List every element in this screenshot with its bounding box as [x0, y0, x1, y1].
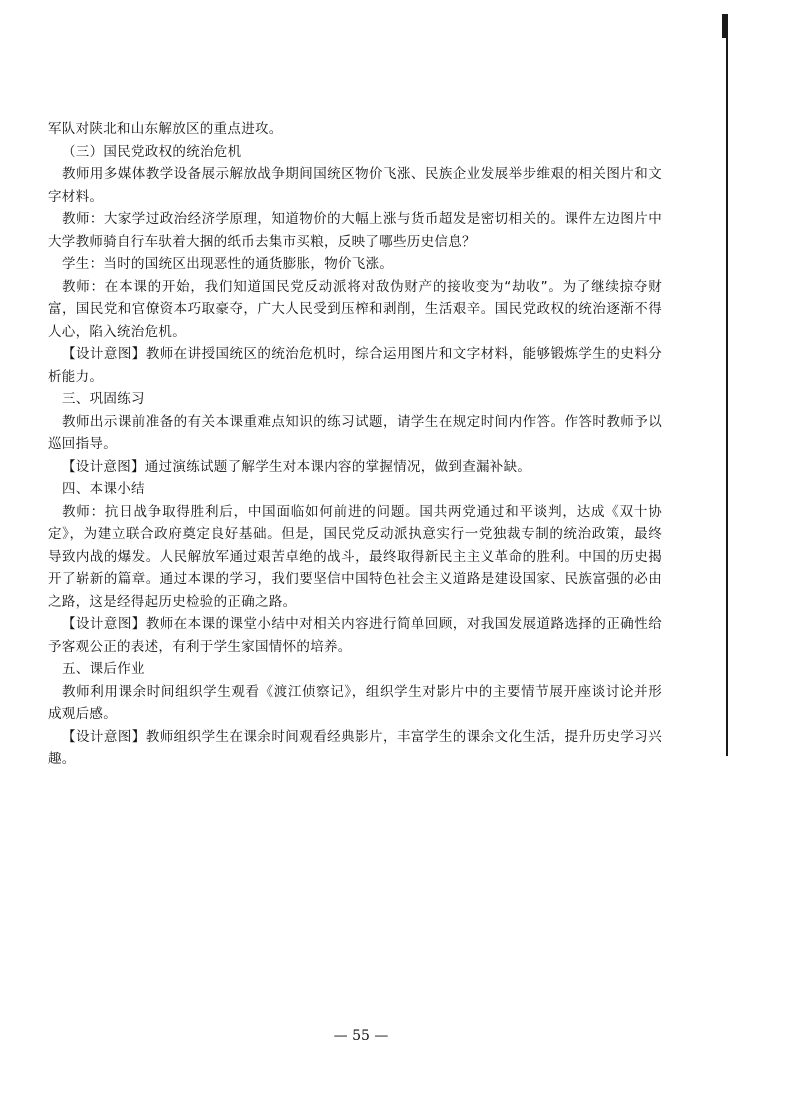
subsection-heading-crisis: （三）国民党政权的统治危机	[62, 143, 242, 160]
paragraph-homework: 教师利用课余时间组织学生观看《渡江侦察记》，组织学生对影片中的主要情节展开座谈讨论并形成观后感。	[48, 683, 662, 722]
design-intent-3: 【设计意图】教师在本课的课堂小结中对相关内容进行简单回顾，对我国发展道路选择的正确性给予客观公正的表述，有利于学生家国情怀的培养。	[48, 616, 662, 655]
paragraph-continuation: 军队对陕北和山东解放区的重点进攻。	[48, 121, 283, 137]
paragraph-teacher-summary: 教师：在本课的开始，我们知道国民党反动派将对敌伪财产的接收变为“劫收”。为了继续掠夺财富，国民党和官僚资本巧取豪夺，广大人民受到压榨和剥削，生活艰辛。国民党政权的统治逐渐不得人心，陷入统治危机。	[48, 278, 662, 340]
section-heading-homework: 五、课后作业	[62, 661, 145, 677]
paragraph-student-answer: 学生：当时的国统区出现恶性的通货膨胀，物价飞涨。	[62, 256, 394, 272]
scan-border-line	[726, 16, 728, 756]
page-number: — 55 —	[333, 1028, 389, 1044]
design-intent-2: 【设计意图】通过演练试题了解学生对本课内容的掌握情况，做到查漏补缺。	[62, 458, 532, 475]
paragraph-lesson-summary: 教师：抗日战争取得胜利后，中国面临如何前进的问题。国共两党通过和平谈判，达成《双十协定》，为建立联合政府奠定良好基础。但是，国民党反动派执意实行一党独裁专制的统治政策，最终导致内战的爆发。人民解放军通过艰苦卓绝的战斗，最终取得新民主主义革命的胜利。中国的历史揭开了崭新的篇章。通过本课的学习，我们要坚信中国特色社会主义道路是建设国家、民族富强的必由之路，这是经得起历史检验的正确之路。	[48, 503, 662, 610]
design-intent-4: 【设计意图】教师组织学生在课余时间观看经典影片，丰富学生的课余文化生活，提升历史学习兴趣。	[48, 728, 662, 767]
paragraph-teacher-question: 教师：大家学过政治经济学原理，知道物价的大幅上涨与货币超发是密切相关的。课件左边图片中大学教师骑自行车驮着大捆的纸币去集市买粮，反映了哪些历史信息？	[48, 211, 662, 250]
paragraph-practice: 教师出示课前准备的有关本课重难点知识的练习试题，请学生在规定时间内作答。作答时教师予以巡回指导。	[48, 413, 662, 452]
design-intent-1: 【设计意图】教师在讲授国统区的统治危机时，综合运用图片和文字材料，能够锻炼学生的史料分析能力。	[48, 346, 662, 385]
section-heading-practice: 三、巩固练习	[62, 391, 145, 407]
paragraph-teacher-media: 教师用多媒体教学设备展示解放战争期间国统区物价飞涨、民族企业发展举步维艰的相关图片和文字材料。	[48, 166, 662, 205]
section-heading-summary: 四、本课小结	[62, 481, 145, 497]
document-body	[48, 118, 662, 771]
